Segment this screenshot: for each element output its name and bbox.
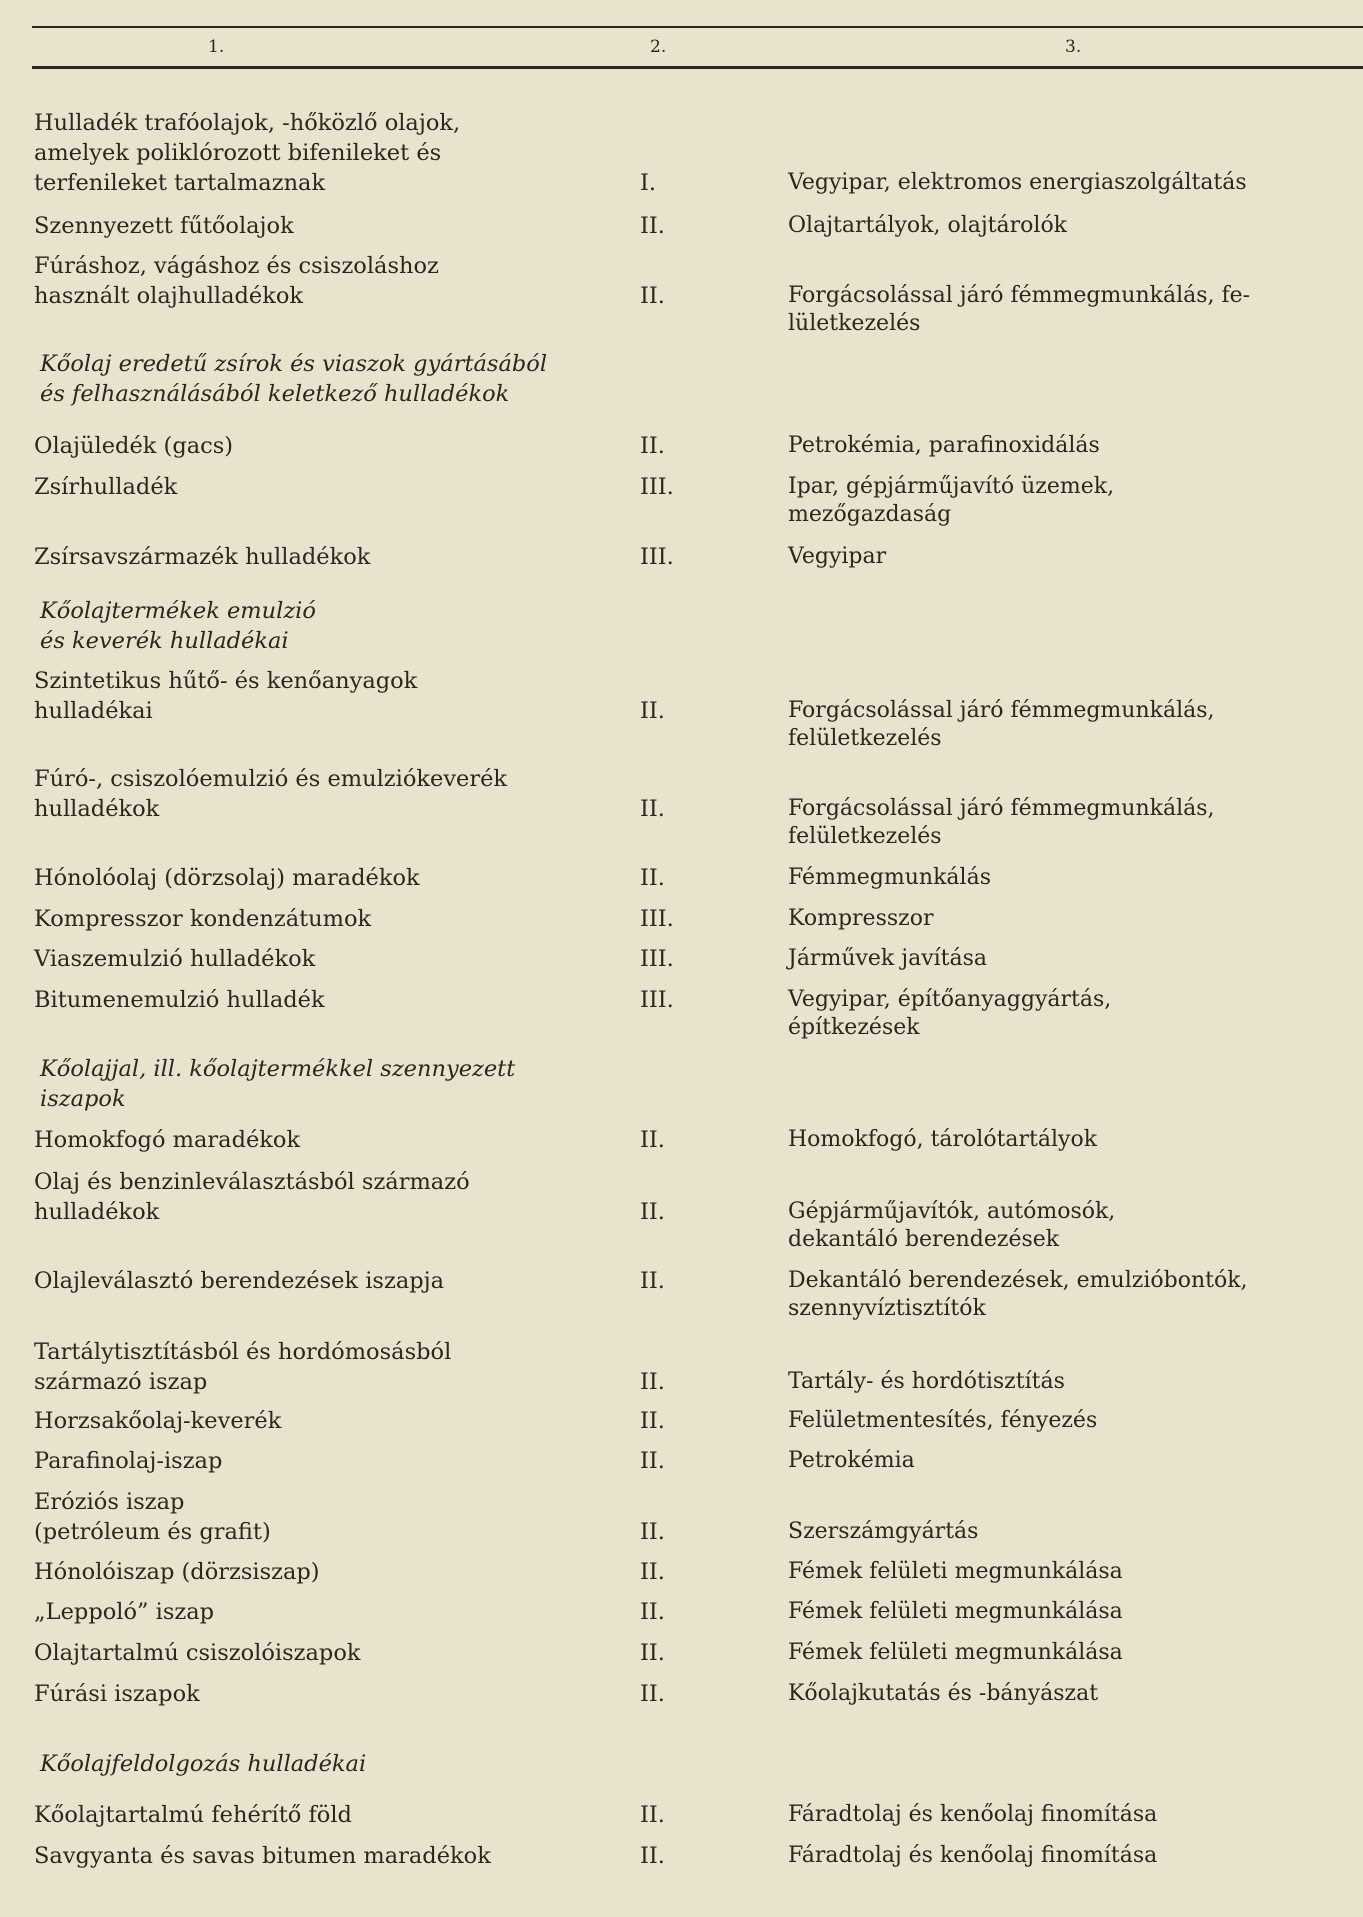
waste-name: Olajleválasztó berendezések iszapja <box>34 1268 445 1294</box>
waste-name: Parafinolaj-iszap <box>34 1448 223 1474</box>
waste-name: Olaj és benzinleválasztásból származó hulladékok <box>34 1169 470 1225</box>
waste-name: Horzsakőolaj-keverék <box>34 1408 282 1434</box>
origin-source: Petrokémia, parafinoxidálás <box>788 433 1100 458</box>
hazard-class: II. <box>640 1843 665 1869</box>
hazard-class: II. <box>640 1802 665 1828</box>
hazard-class: II. <box>640 1268 665 1294</box>
origin-source: Fémek felületi megmunkálása <box>788 1559 1123 1584</box>
hazard-class: II. <box>640 865 665 891</box>
origin-source: Petrokémia <box>788 1448 915 1473</box>
column-header-1: 1. <box>208 37 225 57</box>
waste-name: Savgyanta és savas bitumen maradékok <box>34 1843 491 1869</box>
origin-source: Forgácsolással járó fémmegmunkálás, fe- lületkezelés <box>788 283 1251 336</box>
waste-name: Fúrási iszapok <box>34 1681 200 1707</box>
hazard-class: III. <box>640 946 674 972</box>
hazard-class: II. <box>640 1448 665 1474</box>
origin-source: Fémek felületi megmunkálása <box>788 1599 1123 1624</box>
origin-source: Szerszámgyártás <box>788 1519 979 1544</box>
waste-name: Szennyezett fűtőolajok <box>34 213 294 239</box>
hazard-class: II. <box>640 698 665 724</box>
section-heading: Kőolaj eredetű zsírok és viaszok gyártásából és felhasználásából keletkező hulladékok <box>40 351 548 407</box>
waste-name: Zsírhulladék <box>34 474 178 500</box>
hazard-class: II. <box>640 433 665 459</box>
waste-name: Viaszemulzió hulladékok <box>34 946 316 972</box>
waste-name: Olajüledék (gacs) <box>34 433 234 459</box>
waste-name: Kőolajtartalmú fehérítő föld <box>34 1802 352 1828</box>
origin-source: Forgácsolással járó fémmegmunkálás, felületkezelés <box>788 796 1215 849</box>
origin-source: Fémek felületi megmunkálása <box>788 1640 1123 1665</box>
hazard-class: II. <box>640 1199 665 1225</box>
section-heading: Kőolajjal, ill. kőolajtermékkel szennyezett iszapok <box>40 1056 516 1112</box>
hazard-class: I. <box>640 170 657 196</box>
origin-source: Fáradtolaj és kenőolaj finomítása <box>788 1843 1158 1868</box>
origin-source: Vegyipar <box>788 544 887 569</box>
hazard-class: III. <box>640 987 674 1013</box>
hazard-class: III. <box>640 474 674 500</box>
hazard-class: II. <box>640 1369 665 1395</box>
column-header-3: 3. <box>1065 37 1082 57</box>
section-heading: Kőolajfeldolgozás hulladékai <box>40 1751 367 1777</box>
waste-name: Hulladék trafóolajok, -hőközlő olajok, amelyek poliklórozott bifenileket és terfenileket tartalmaznak <box>34 110 461 196</box>
waste-name: Eróziós iszap (petróleum és grafit) <box>34 1489 271 1545</box>
origin-source: Kőolajkutatás és -bányászat <box>788 1681 1099 1706</box>
waste-name: Szintetikus hűtő- és kenőanyagok hulladékai <box>34 668 418 724</box>
origin-source: Felületmentesítés, fényezés <box>788 1408 1098 1433</box>
waste-name: Kompresszor kondenzátumok <box>34 906 372 932</box>
hazard-class: II. <box>640 1127 665 1153</box>
waste-name: Hónolóolaj (dörzsolaj) maradékok <box>34 865 420 891</box>
hazard-class: II. <box>640 796 665 822</box>
waste-name: Tartálytisztításból és hordómosásból származó iszap <box>34 1339 452 1395</box>
origin-source: Homokfogó, tárolótartályok <box>788 1127 1098 1152</box>
hazard-class: II. <box>640 1408 665 1434</box>
origin-source: Fáradtolaj és kenőolaj finomítása <box>788 1802 1158 1827</box>
origin-source: Kompresszor <box>788 906 934 931</box>
hazard-class: II. <box>640 1559 665 1585</box>
origin-source: Vegyipar, elektromos energiaszolgáltatás <box>788 170 1247 195</box>
waste-name: „Leppoló” iszap <box>34 1599 215 1625</box>
hazard-class: III. <box>640 544 674 570</box>
origin-source: Gépjárműjavítók, autómosók, dekantáló berendezések <box>788 1199 1116 1252</box>
waste-name: Bitumenemulzió hulladék <box>34 987 325 1013</box>
hazard-class: II. <box>640 1519 665 1545</box>
origin-source: Forgácsolással járó fémmegmunkálás, felületkezelés <box>788 698 1215 751</box>
waste-name: Zsírsavszármazék hulladékok <box>34 544 371 570</box>
section-heading: Kőolajtermékek emulzió és keverék hulladékai <box>40 598 316 654</box>
origin-source: Dekantáló berendezések, emulzióbontók, szennyvíztisztítók <box>788 1268 1248 1321</box>
hazard-class: II. <box>640 1681 665 1707</box>
hazard-class: II. <box>640 213 665 239</box>
origin-source: Ipar, gépjárműjavító üzemek, mezőgazdaság <box>788 474 1115 527</box>
waste-name: Fúró-, csiszolóemulzió és emulziókeverék hulladékok <box>34 766 508 822</box>
waste-name: Homokfogó maradékok <box>34 1127 301 1153</box>
hazard-class: II. <box>640 1599 665 1625</box>
origin-source: Járművek javítása <box>788 946 988 971</box>
hazard-class: III. <box>640 906 674 932</box>
origin-source: Vegyipar, építőanyaggyártás, építkezések <box>788 987 1112 1040</box>
waste-name: Fúráshoz, vágáshoz és csiszoláshoz használt olajhulladékok <box>34 253 439 309</box>
origin-source: Fémmegmunkálás <box>788 865 991 890</box>
waste-name: Hónolóiszap (dörzsiszap) <box>34 1559 320 1585</box>
hazard-class: II. <box>640 283 665 309</box>
waste-name: Olajtartalmú csiszolóiszapok <box>34 1640 361 1666</box>
hazard-class: II. <box>640 1640 665 1666</box>
column-header-2: 2. <box>650 37 667 57</box>
origin-source: Olajtartályok, olajtárolók <box>788 213 1068 238</box>
origin-source: Tartály- és hordótisztítás <box>788 1369 1065 1394</box>
